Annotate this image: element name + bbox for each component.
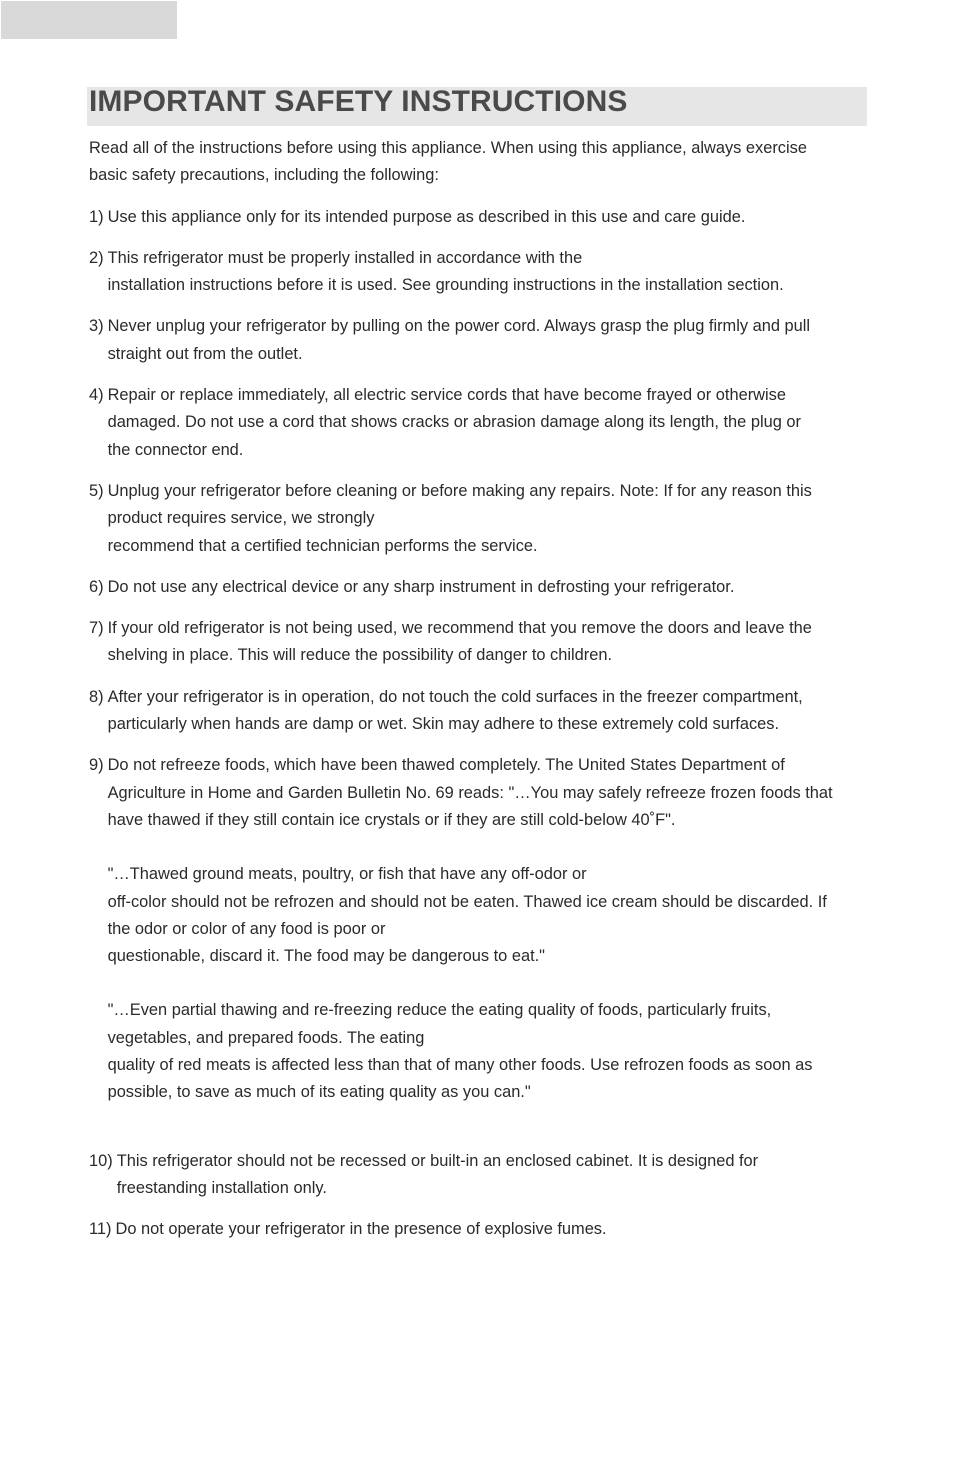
instruction-item-5 [89, 478, 874, 560]
item-number: 5) [89, 481, 104, 500]
item-text: Unplug your refrigerator before cleaning or before making any repairs. Note: If for any reason this [107, 481, 812, 500]
item-text: product requires service, we strongly [107, 509, 375, 528]
instruction-item-9 [89, 752, 874, 1106]
instruction-item-7 [89, 615, 874, 670]
item-number: 8) [89, 687, 104, 706]
item-text: This refrigerator must be properly installed in accordance with the [107, 248, 583, 267]
quote-text: questionable, discard it. The food may be dangerous to eat." [107, 947, 545, 966]
instruction-item-4 [89, 382, 874, 464]
instruction-item-8 [89, 684, 874, 739]
instruction-item-11 [89, 1216, 874, 1243]
quote-text: "…Thawed ground meats, poultry, or fish that have any off-odor or [107, 865, 587, 884]
instruction-item-10 [89, 1148, 874, 1203]
item-text: shelving in place. This will reduce the possibility of danger to children. [107, 646, 613, 665]
item-text: damaged. Do not use a cord that shows cracks or abrasion damage along its length, the plug or [107, 413, 801, 432]
quote-text: vegetables, and prepared foods. The eating [107, 1028, 425, 1047]
item-number: 11) [89, 1220, 112, 1239]
item-number: 9) [89, 756, 104, 775]
item-text: Do not use any electrical device or any sharp instrument in defrosting your refrigerator. [107, 577, 735, 596]
item-number: 2) [89, 248, 104, 267]
item-text: Do not operate your refrigerator in the presence of explosive fumes. [115, 1220, 607, 1239]
item-text: After your refrigerator is in operation, do not touch the cold surfaces in the freezer compartment, [107, 687, 803, 706]
item-text: Use this appliance only for its intended purpose as described in this use and care guide. [107, 207, 746, 226]
item-text: Agriculture in Home and Garden Bulletin No. 69 reads: "…You may safely refreeze frozen foods that [107, 783, 833, 802]
instruction-item-6 [89, 574, 874, 601]
usda-quote-eating-quality [108, 997, 874, 1106]
quote-text: "…Even partial thawing and re-freezing reduce the eating quality of foods, particularly fruits, [107, 1001, 772, 1020]
safety-instructions [89, 135, 874, 1258]
item-number: 10) [89, 1151, 113, 1170]
item-number: 7) [89, 619, 104, 638]
instruction-item-2 [89, 245, 874, 300]
instruction-item-3 [89, 313, 874, 368]
item-number: 6) [89, 577, 104, 596]
item-text: recommend that a certified technician performs the service. [107, 536, 538, 555]
item-text: Never unplug your refrigerator by pulling on the power cord. Always grasp the plug firmly and pull [107, 317, 811, 336]
quote-text: the odor or color of any food is poor or [107, 919, 386, 938]
intro-paragraph [89, 135, 874, 190]
page-corner-tab [1, 1, 177, 39]
item-text: have thawed if they still contain ice crystals or if they are still cold-below 40˚F". [107, 810, 676, 829]
item-number: 4) [89, 386, 104, 405]
instruction-item-1 [89, 204, 874, 231]
title-bar [87, 87, 867, 126]
item-number: 3) [89, 317, 104, 336]
item-text: Do not refreeze foods, which have been thawed completely. The United States Department of [107, 756, 785, 775]
item-text: straight out from the outlet. [107, 344, 303, 363]
item-text: the connector end. [107, 440, 244, 459]
item-text: If your old refrigerator is not being used, we recommend that you remove the doors and leave the [107, 619, 812, 638]
intro-line: basic safety precautions, including the following: [89, 166, 439, 185]
intro-line: Read all of the instructions before using this appliance. When using this appliance, always exercise [89, 139, 807, 157]
item-number: 1) [89, 207, 104, 226]
usda-quote-thawed-meats [108, 861, 874, 970]
item-text: Repair or replace immediately, all electric service cords that have become frayed or otherwise [107, 386, 786, 405]
item-text: This refrigerator should not be recessed or built-in an enclosed cabinet. It is designed for [116, 1151, 759, 1170]
quote-text: possible, to save as much of its eating quality as you can." [107, 1083, 531, 1102]
item-text: particularly when hands are damp or wet. Skin may adhere to these extremely cold surfaces. [107, 715, 780, 734]
quote-text: off-color should not be refrozen and should not be eaten. Thawed ice cream should be discarded. If [107, 892, 827, 911]
item-text: installation instructions before it is used. See grounding instructions in the installation section. [107, 276, 784, 295]
quote-text: quality of red meats is affected less than that of many other foods. Use refrozen foods as soon as [107, 1056, 813, 1075]
item-text: freestanding installation only. [116, 1178, 327, 1197]
page-title: IMPORTANT SAFETY INSTRUCTIONS [89, 85, 628, 118]
